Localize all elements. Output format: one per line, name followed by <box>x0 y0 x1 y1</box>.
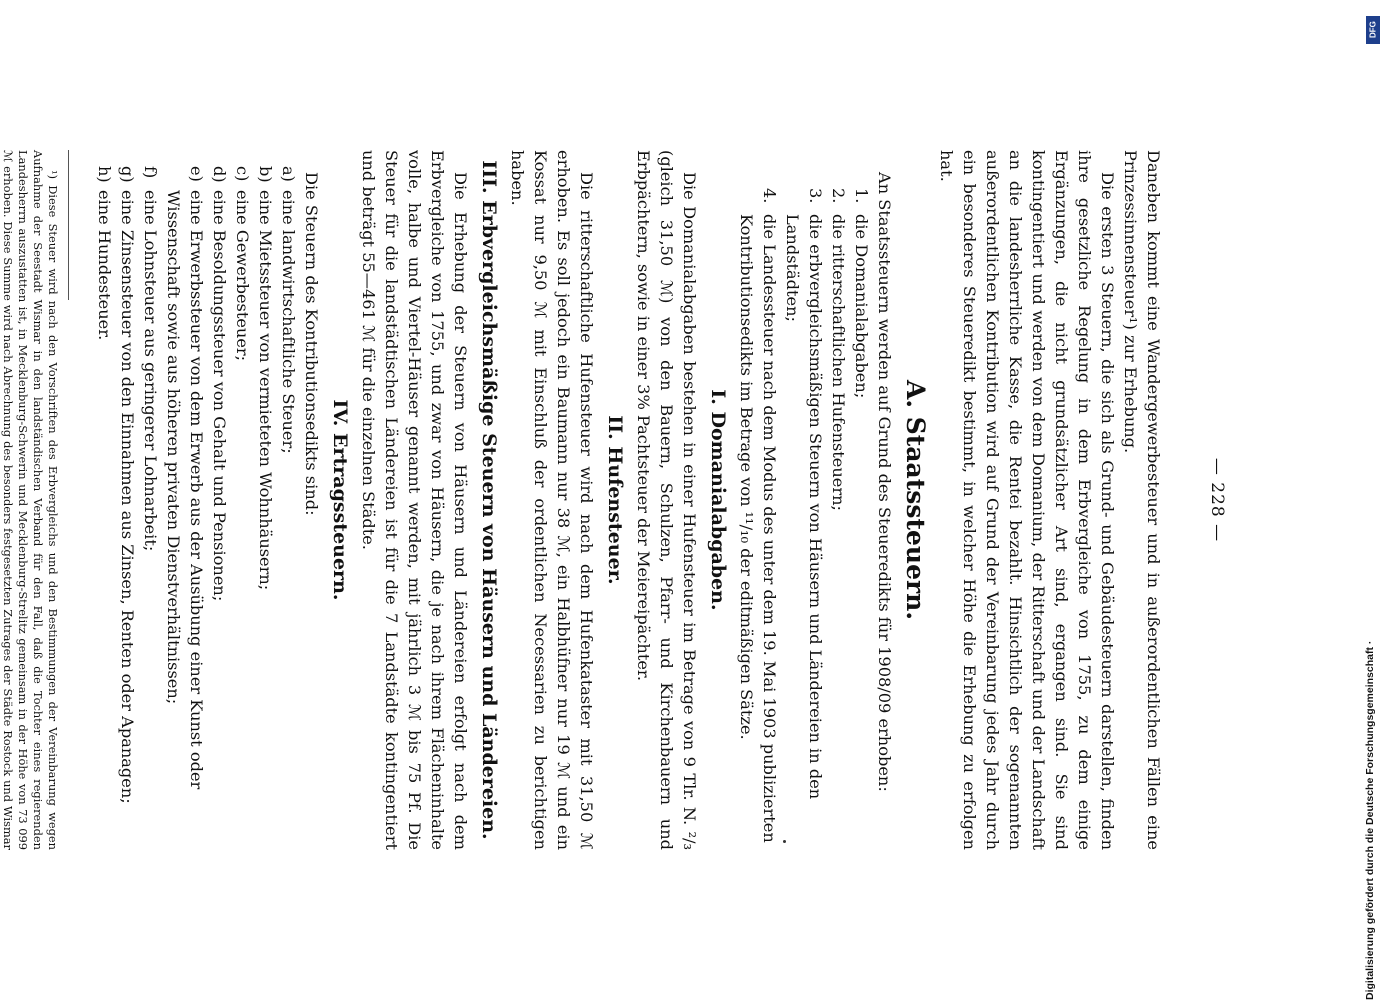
section-a-title: A. Staatssteuern. <box>901 379 930 621</box>
income-tax-list <box>93 166 300 850</box>
list-item: c)eine Gewerbesteuer; <box>233 166 252 362</box>
list-item: h)eine Hundesteuer. <box>95 166 114 341</box>
list-item: a)eine landwirtschaftliche Steuer; <box>279 166 298 454</box>
dfg-credit-text: Digitalisierung gefördert durch die Deutsche Forschungsgemeinschaft · <box>1364 640 1376 1000</box>
section-ii-title: II. Hufensteuer. <box>604 415 626 585</box>
list-item: 3.die erbvergleichsmäßigen Steuern von Häusern und Ländereien in den Landstädten; <box>783 188 825 800</box>
dfg-logo: DFG <box>1366 16 1380 44</box>
list-item: f)eine Lohnsteuer aus geringerer Lohnarbeit; <box>141 166 160 552</box>
section-i-title: I. Domanialabgaben. <box>707 389 729 611</box>
section-iv-lead: Die Steuern des Kontributionsedikts sind: <box>302 172 321 516</box>
list-item: 2.die ritterschaftlichen Hufensteuern; <box>829 188 848 512</box>
section-a-lead: An Staatssteuern werden auf Grund des Steueredikts für 1908/09 erhoben: <box>875 172 894 792</box>
section-iii-text: Die Erhebung der Steuern von Häusern und Ländereien erfolgt nach dem Erbvergleiche von 1755, und zwar von Häusern, die je nach ihrem Flächeninhalte volle, halbe und Viertel-Häuser genannt werden, mit jährlich 3 ℳ bis 75 Pf. Die Steuer für die landstädtischen Ländereien ist für die 7 Landstädte kontingentiert und beträgt 55—461 ℳ für die einzelnen Städte. <box>359 150 470 850</box>
list-item: g)eine Zinsensteuer von den Einnahmen aus Zinsen, Renten oder Apanagen; <box>118 166 137 804</box>
section-ii-text: Die ritterschaftliche Hufensteuer wird nach dem Hufenkataster mit 31,50 ℳ erhoben. Es soll jedoch ein Baumann nur 38 ℳ, ein Halbhüfner nur 19 ℳ und ein Kossat nur 9,50 ℳ mit Einschluß der ordentlichen Necessarien zu berichtigen haben. <box>508 150 596 850</box>
section-i-text: Die Domanialabgaben bestehen in einer Hufensteuer im Betrage von 9 Tlr. N. ²/₃ (gleich 31,50 ℳ) von den Bauern, Schulzen, Pfarr- und Kirchenbauern und Erbpächtern, sowie in einer 3% Pachtsteuer der Meiereipächter. <box>634 150 699 850</box>
dfg-credit-strip <box>1362 10 1383 1000</box>
page-number: — 228 — <box>1207 457 1227 543</box>
state-tax-list <box>735 188 873 850</box>
list-item: 1.die Domanialabgaben; <box>852 188 871 399</box>
scan-speck <box>783 840 786 843</box>
footnote-divider <box>68 150 69 300</box>
list-item: e)eine Erwerbssteuer von dem Erwerb aus der Ausübung einer Kunst oder Wissenschaft sowie aus höheren privaten Dienstverhältnissen; <box>164 166 206 790</box>
list-item: d)eine Besoldungssteuer von Gehalt und Pensionen; <box>210 166 229 602</box>
page-content <box>0 150 1228 850</box>
footnote: ¹) Diese Steuer wird nach den Vorschriften des Erbvergleichs und den Bestimmungen der Vereinbarung wegen Aufnahme der Seestadt Wismar in den landständischen Verband für den Fall, daß die Tochter eines regierenden Landesherrn auszustatten ist, in Mecklenburg-Schwerin und Mecklenburg-Strelitz gemeinsam in der Höhe von 73 099 ℳ erhoben. Diese Summe wird nach Abrechnung des besonders festgesetzten Zutrages der Städte Rostock und Wismar <box>1 150 60 850</box>
intro-paragraph-2: Die ersten 3 Steuern, die sich als Grund- und Gebäudesteuern darstellen, finden ihre gesetzliche Regelung in dem Erbvergleiche von 1755, zu dem einige Ergänzungen, die nicht grundsätzlicher Art sind, ergangen sind. Sie sind kontingentiert und werden von dem Domanium, der Ritterschaft und der Landschaft an die landesherrliche Kasse, die Rentei bezahlt. Hinsichtlich der sogenannten außerordentlichen Kontribution wird auf Grund der Vereinbarung jedes Jahr durch ein besonderes Steueredikt bestimmt, in welcher Höhe die Erhebung zu erfolgen hat. <box>937 150 1117 850</box>
section-iv-title: IV. Ertragssteuern. <box>329 399 351 601</box>
section-iii-title: III. Erbvergleichsmäßige Steuern von Häusern und Ländereien. <box>478 160 500 840</box>
list-item: b)eine Mietssteuer von vermieteten Wohnhäusern; <box>256 166 275 591</box>
list-item: 4.die Landessteuer nach dem Modus des unter dem 19. Mai 1903 publizierten Kontributionsedikts im Betrage von ¹¹/₁₀ der editmäßigen Sätze. <box>737 188 779 843</box>
intro-paragraph-1: Daneben kommt eine Wandergewerbesteuer und in außerordentlichen Fällen eine Prinzessinnensteuer¹) zur Erhebung. <box>1121 150 1163 850</box>
